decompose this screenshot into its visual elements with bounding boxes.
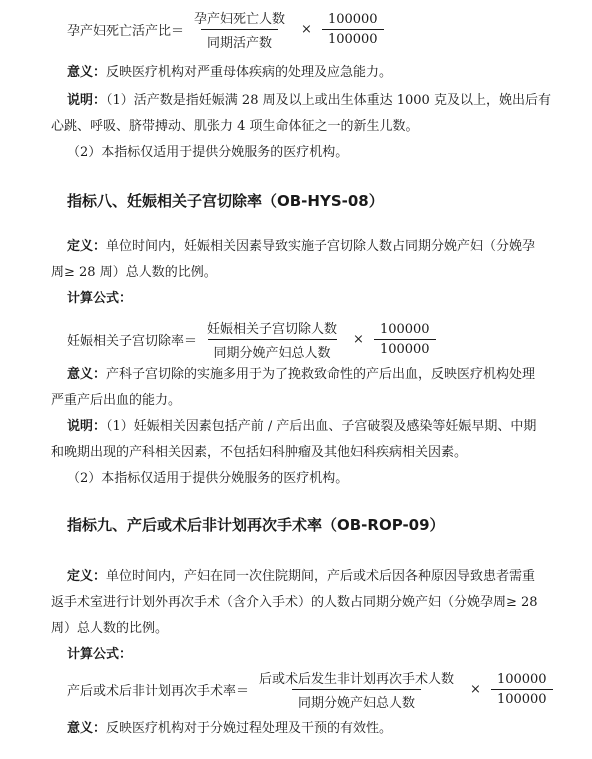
formula-denominator: 同期分娩产妇总人数 bbox=[292, 689, 421, 711]
note-paragraph bbox=[51, 88, 557, 166]
formula-denominator: 同期分娩产妇总人数 bbox=[208, 339, 337, 361]
formula-numerator: 后或术后发生非计划再次手术人数 bbox=[259, 672, 455, 687]
note-item-1: （1）活产数是指妊娠满 28 周及以上或出生体重达 1000 克及以上，娩出后有 bbox=[106, 93, 551, 108]
formula-constant bbox=[491, 672, 553, 707]
formula-maternal-death-ratio bbox=[67, 8, 388, 51]
definition-text-cont: 周≥ 28 周）总人数的比例。 bbox=[51, 265, 217, 280]
constant-numerator: 100000 bbox=[496, 672, 547, 687]
formula-times: × bbox=[353, 332, 364, 347]
note-item-2: （2）本指标仅适用于提供分娩服务的医疗机构。 bbox=[67, 471, 349, 486]
formula-numerator: 孕产妇死亡人数 bbox=[194, 12, 286, 27]
formula-numerator: 妊娠相关子宫切除人数 bbox=[207, 322, 338, 337]
meaning-paragraph bbox=[67, 716, 557, 742]
definition-paragraph bbox=[51, 234, 557, 312]
formula-constant bbox=[374, 322, 436, 357]
definition-paragraph bbox=[51, 564, 557, 668]
formula-times: × bbox=[470, 682, 481, 697]
constant-denominator: 100000 bbox=[374, 339, 436, 357]
definition-text-cont: 周）总人数的比例。 bbox=[51, 621, 169, 636]
formula-fraction bbox=[201, 318, 343, 361]
meaning-text: 产科子宫切除的实施多用于为了挽救致命性的产后出血，反映医疗机构处理 bbox=[106, 367, 536, 382]
meaning-text-cont: 严重产后出血的能力。 bbox=[51, 393, 182, 408]
formula-lhs: 孕产妇死亡活产比＝ bbox=[67, 24, 185, 39]
formula-reoperation-rate bbox=[67, 668, 557, 711]
note-item-2: （2）本指标仅适用于提供分娩服务的医疗机构。 bbox=[67, 145, 349, 160]
definition-text: 单位时间内，妊娠相关因素导致实施子宫切除人数占同期分娩产妇（分娩孕 bbox=[106, 239, 536, 254]
constant-numerator: 100000 bbox=[327, 12, 378, 27]
definition-text: 单位时间内，产妇在同一次住院期间，产后或术后因各种原因导致患者需重 bbox=[106, 569, 536, 584]
note-item-1-cont: 和晚期出现的产科相关因素，不包括妇科肿瘤及其他妇科疾病相关因素。 bbox=[51, 445, 468, 460]
meaning-label: 意义： bbox=[67, 721, 107, 736]
meaning-paragraph bbox=[51, 362, 557, 492]
formula-hysterectomy-rate bbox=[67, 318, 440, 361]
formula-constant bbox=[322, 12, 384, 47]
definition-label: 定义： bbox=[67, 239, 107, 254]
section-heading: 指标九、产后或术后非计划再次手术率（OB-ROP-09） bbox=[67, 516, 445, 534]
note-item-1: （1）妊娠相关因素包括产前 / 产后出血、子宫破裂及感染等妊娠早期、中期 bbox=[106, 419, 537, 434]
meaning-text: 反映医疗机构对于分娩过程处理及干预的有效性。 bbox=[106, 721, 393, 736]
note-item-1-cont: 心跳、呼吸、脐带搏动、肌张力 4 项生命体征之一的新生儿数。 bbox=[51, 119, 419, 134]
constant-numerator: 100000 bbox=[379, 322, 430, 337]
note-label: 说明： bbox=[67, 93, 107, 108]
formula-times: × bbox=[301, 22, 312, 37]
calc-label: 计算公式： bbox=[67, 291, 133, 306]
constant-denominator: 100000 bbox=[491, 689, 553, 707]
meaning-paragraph bbox=[67, 60, 557, 86]
definition-text-cont: 返手术室进行计划外再次手术（含介入手术）的人数占同期分娩产妇（分娩孕周≥ 28 bbox=[51, 595, 538, 610]
formula-lhs: 产后或术后非计划再次手术率＝ bbox=[67, 684, 250, 699]
constant-denominator: 100000 bbox=[322, 29, 384, 47]
meaning-label: 意义： bbox=[67, 367, 107, 382]
meaning-text: 反映医疗机构对严重母体疾病的处理及应急能力。 bbox=[106, 65, 393, 80]
formula-lhs: 妊娠相关子宫切除率＝ bbox=[67, 334, 198, 349]
section-heading: 指标八、妊娠相关子宫切除率（OB-HYS-08） bbox=[67, 192, 384, 210]
meaning-label: 意义： bbox=[67, 65, 107, 80]
calc-label: 计算公式： bbox=[67, 647, 133, 662]
definition-label: 定义： bbox=[67, 569, 107, 584]
formula-fraction bbox=[188, 8, 291, 51]
formula-denominator: 同期活产数 bbox=[201, 29, 278, 51]
note-label: 说明： bbox=[67, 419, 107, 434]
formula-fraction bbox=[253, 668, 460, 711]
